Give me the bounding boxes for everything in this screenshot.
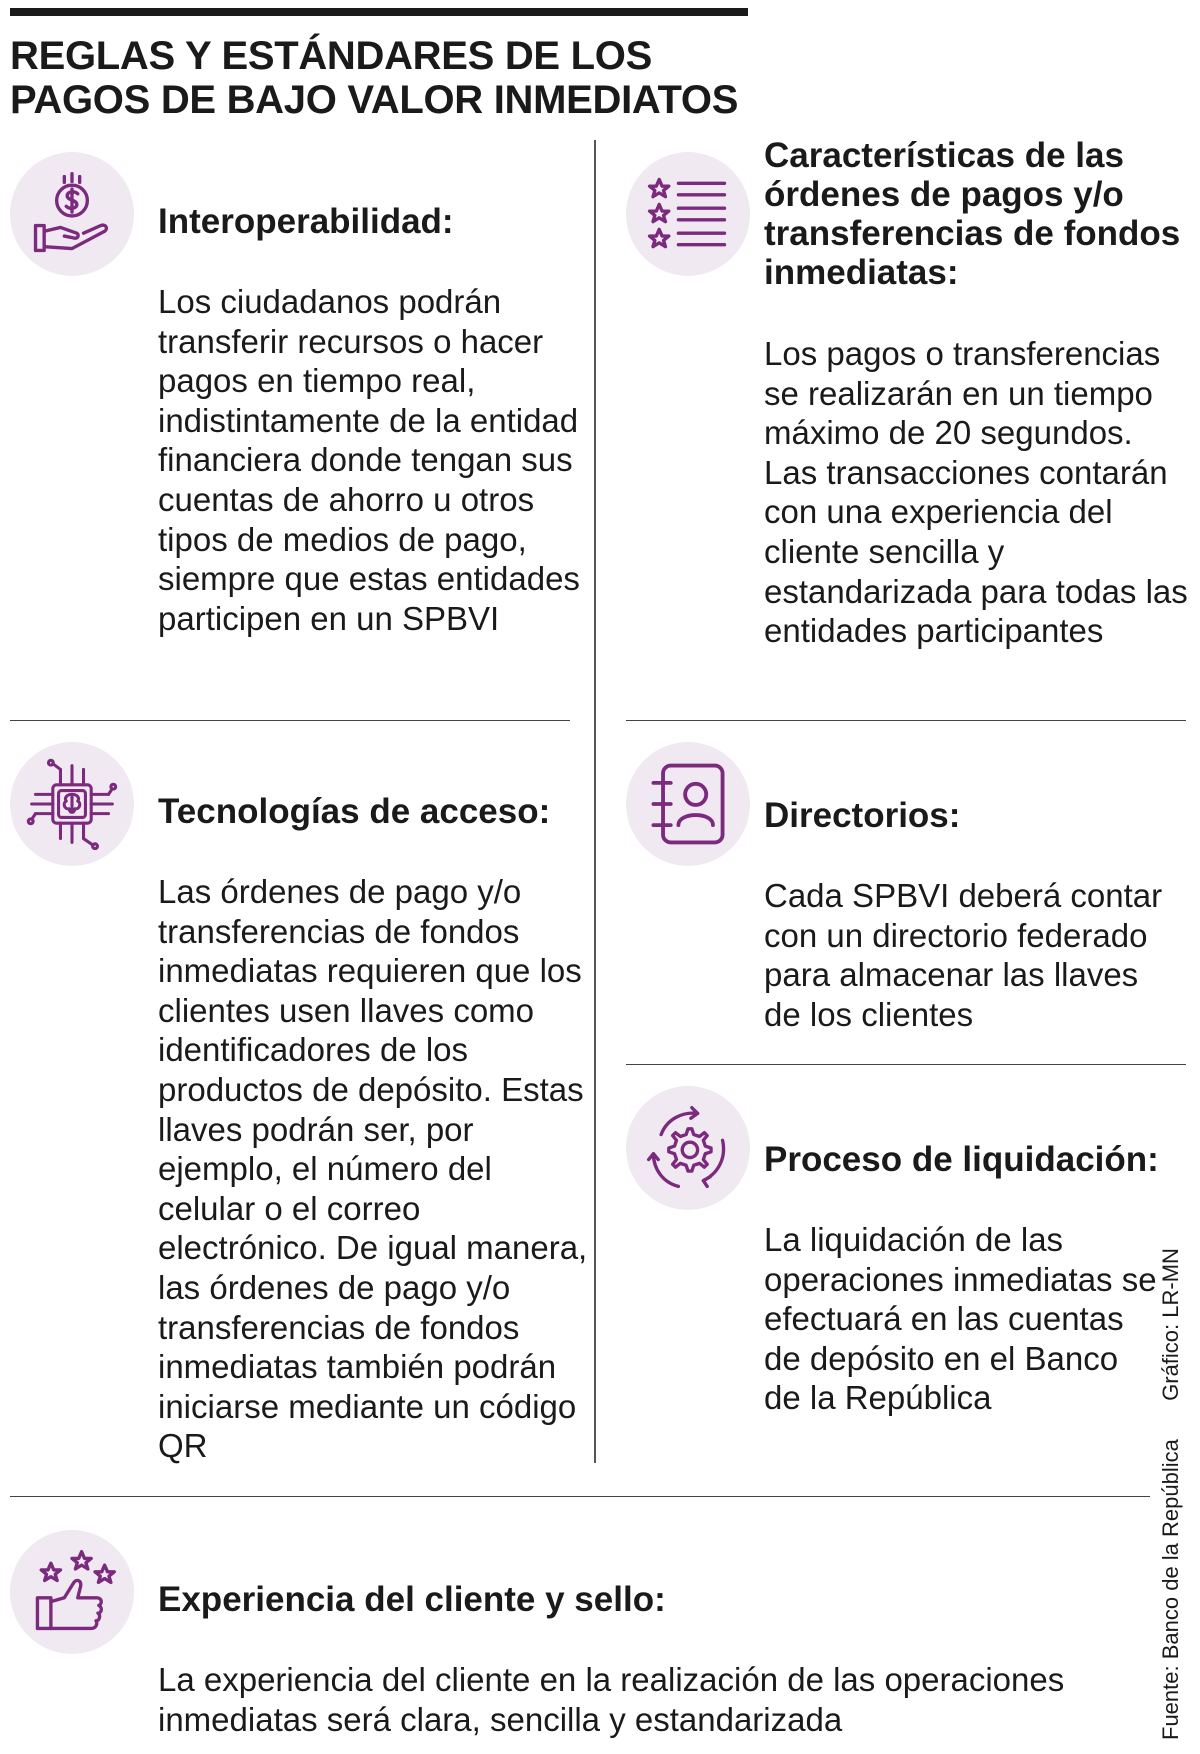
section-title-directorios: Directorios:: [764, 796, 961, 835]
section-body-experiencia: La experiencia del cliente en la realización de las operaciones inmediatas será clara, sencilla y estandarizada: [158, 1661, 1065, 1738]
divider-bottom: [10, 1496, 1150, 1497]
section-title-interoperabilidad: Interoperabilidad:: [158, 202, 454, 241]
top-rule: [10, 8, 748, 16]
contact-book-icon: [626, 742, 750, 866]
thumbs-up-stars-icon: [10, 1530, 134, 1654]
page-title: REGLAS Y ESTÁNDARES DE LOS PAGOS DE BAJO VALOR INMEDIATOS: [10, 34, 739, 122]
section-body-caracteristicas: Los pagos o transferencias se realizarán en un tiempo máximo de 20 segundos. Las transacciones contarán con una experiencia del cliente sencilla y estandarizada para todas las entidades participantes: [764, 335, 1188, 650]
divider-left-1: [10, 720, 570, 721]
section-body-tecnologias: Las órdenes de pago y/o transferencias de fondos inmediatas requieren que los clientes usen llaves como identificadores de los productos de depósito. Estas llaves podrán ser, por ejemplo, el número del celular o el correo electrónico. De igual manera, las órdenes de pago y/o transferencias de fondos inmediatas también podrán iniciarse mediante un código QR: [158, 873, 588, 1465]
section-body-liquidacion: La liquidación de las operaciones inmediatas se efectuará en las cuentas de depósito en el Banco de la República: [764, 1221, 1157, 1417]
section-body-interoperabilidad: Los ciudadanos podrán transferir recursos o hacer pagos en tiempo real, indistintamente de la entidad financiera donde tengan sus cuentas de ahorro u otros tipos de medios de pago, siempre que estas entidades participen en un SPBVI: [158, 283, 580, 637]
section-title-caracteristicas: Características de las órdenes de pagos y/o transferencias de fondos inmediatas:: [764, 136, 1181, 292]
gear-cycle-icon: [626, 1086, 750, 1210]
hand-coin-icon: [10, 152, 134, 276]
section-title-tecnologias: Tecnologías de acceso:: [158, 792, 551, 831]
section-title-liquidacion: Proceso de liquidación:: [764, 1140, 1159, 1179]
divider-right-1: [626, 720, 1186, 721]
graphic-credit: Gráfico: LR-MN: [1158, 1248, 1183, 1401]
divider-right-2: [626, 1064, 1186, 1065]
credits: [1158, 1248, 1184, 1740]
source-credit: Fuente: Banco de la República: [1158, 1439, 1183, 1740]
star-list-icon: [626, 152, 750, 276]
section-title-experiencia: Experiencia del cliente y sello:: [158, 1580, 666, 1619]
section-body-directorios: Cada SPBVI deberá contar con un directorio federado para almacenar las llaves de los clientes: [764, 877, 1163, 1033]
circuit-brain-icon: [10, 742, 134, 866]
column-divider: [594, 140, 596, 1463]
